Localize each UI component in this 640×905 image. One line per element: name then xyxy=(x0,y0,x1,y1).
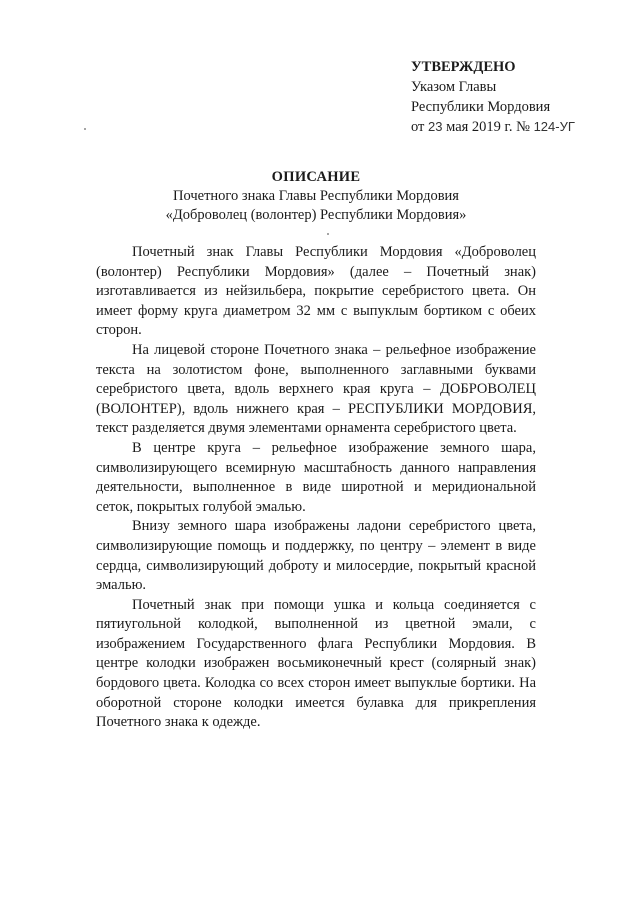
document-body xyxy=(96,243,536,733)
paragraph-5: Почетный знак при помощи ушка и кольца соединяется с пятиугольной колодкой, выполненной из цветной эмали, с изображением Государственного флага Республики Мордовия. В центре колодки изображен восьмиконечный крест (солярный знак) бордового цвета. Колодка со всех сторон имеет выпуклые бортики. На оборотной стороне колодки имеется булавка для прикрепления Почетного знака к одежде. xyxy=(96,596,536,731)
paragraph-1: Почетный знак Главы Республики Мордовия «Доброволец (волонтер) Республики Мордовия» (далее – Почетный знак) изготавливается из нейзильбера, покрытие серебристого цвета. Он имеет форму круга диаметром 32 мм с выпуклым бортиком с обеих сторон. xyxy=(96,244,536,339)
title-subtitle-2: «Доброволец (волонтер) Республики Мордовия» xyxy=(165,207,467,223)
title-heading: ОПИСАНИЕ xyxy=(271,169,361,185)
approval-date-line xyxy=(411,117,575,137)
date-prefix: от xyxy=(411,119,425,135)
approval-line-1: Указом Главы xyxy=(411,79,497,95)
scan-speck xyxy=(84,128,86,130)
approved-label: УТВЕРЖДЕНО xyxy=(411,59,516,75)
scan-speck xyxy=(327,233,329,235)
title-subtitle-1: Почетного знака Главы Республики Мордовия xyxy=(173,188,459,204)
date-rest: мая 2019 г. № xyxy=(446,119,530,135)
approval-line-2: Республики Мордовия xyxy=(411,99,551,115)
approval-stamp xyxy=(411,57,575,137)
paragraph-4: Внизу земного шара изображены ладони серебристого цвета, символизирующие помощь и поддержку, по центру – элемент в виде сердца, символизирующий доброту и милосердие, покрытый красной эмалью. xyxy=(96,518,536,594)
decree-number: 124-УГ xyxy=(533,119,575,134)
date-day: 23 xyxy=(428,119,443,134)
paragraph-3: В центре круга – рельефное изображение земного шара, символизирующего всемирную масштабность данного направления деятельности, выполненное в виде широтной и меридиональной сеток, покрытых голубой эмалью. xyxy=(96,439,536,515)
paragraph-2: На лицевой стороне Почетного знака – рельефное изображение текста на золотистом фоне, выполненного заглавными буквами серебристого цвета, вдоль верхнего края круга – ДОБРОВОЛЕЦ (ВОЛОНТЕР), вдоль нижнего края – РЕСПУБЛИКИ МОРДОВИЯ, текст разделяется двумя элементами орнамента серебристого цвета. xyxy=(96,341,536,437)
document-title xyxy=(96,168,536,225)
